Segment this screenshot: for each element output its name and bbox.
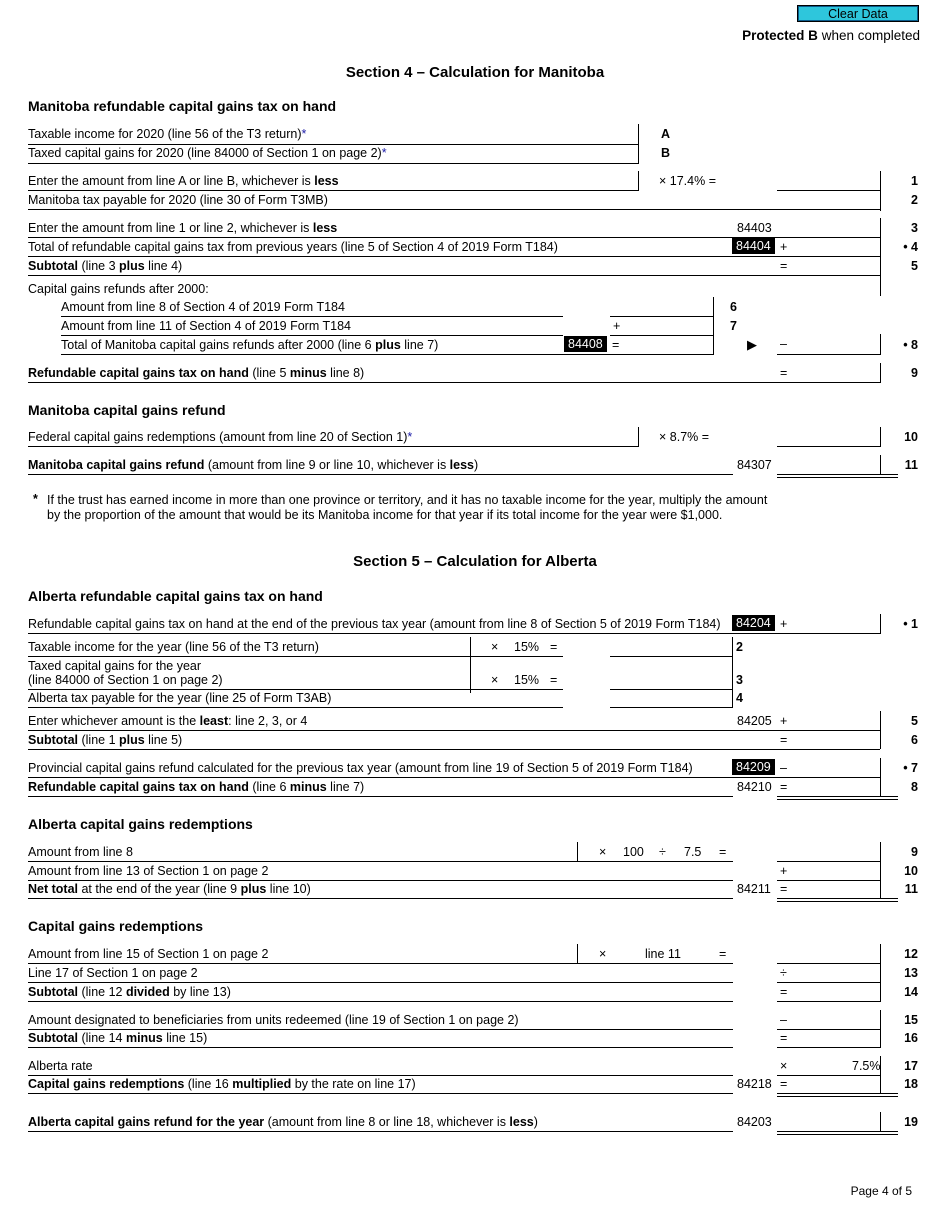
ab-line-5-label: Enter whichever amount is the least: line 2, 3, or 4 xyxy=(28,714,308,728)
ab-line-18-number: 18 xyxy=(904,1077,918,1091)
ab-line-17-label: Alberta rate xyxy=(28,1059,93,1073)
ab-line-17-number: 17 xyxy=(904,1059,918,1073)
section-4-title: Section 4 – Calculation for Manitoba xyxy=(345,64,605,81)
ab-line-11-number: 11 xyxy=(904,882,918,896)
ab-line-5-operator: + xyxy=(780,714,788,728)
line-11-number: 11 xyxy=(904,458,918,472)
capital-gains-refunds-title: Capital gains refunds after 2000: xyxy=(28,282,209,296)
ab-line-9-75: 7.5 xyxy=(684,845,702,859)
ab-line-17-operator: × xyxy=(780,1059,788,1073)
ab-line-11-label: Net total at the end of the year (line 9 plus line 10) xyxy=(28,882,311,896)
ab-line-6-field[interactable] xyxy=(28,749,880,750)
line-1-rate: × 17.4% = xyxy=(659,174,716,188)
line-8-subfield[interactable] xyxy=(61,354,713,355)
ab-line-8-label: Refundable capital gains tax on hand (line 6 minus line 7) xyxy=(28,780,365,794)
ab-line-1-field[interactable] xyxy=(28,633,880,634)
ab-line-16-label: Subtotal (line 14 minus line 15) xyxy=(28,1031,208,1045)
ab-line-9-divide: ÷ xyxy=(659,845,666,859)
line-6-number: 6 xyxy=(730,300,737,314)
line-3-code: 84403 xyxy=(737,221,772,235)
ab-line-7-operator: – xyxy=(780,761,787,775)
line-4-field[interactable] xyxy=(28,256,880,257)
ab-line-11-code: 84211 xyxy=(737,882,771,896)
ab-line-6-label: Subtotal (line 1 plus line 5) xyxy=(28,733,183,747)
line-2-number: 2 xyxy=(911,193,918,207)
line-5-operator: = xyxy=(780,259,788,273)
ab-line-19-number: 19 xyxy=(904,1115,918,1129)
line-7-label: Amount from line 11 of Section 4 of 2019 Form T184 xyxy=(61,319,351,333)
line-a: A xyxy=(661,127,671,141)
ab-line-2-rate: 15% xyxy=(514,640,540,654)
ab-line-12-times: × xyxy=(599,947,607,961)
line-10-number: 10 xyxy=(904,430,918,444)
line-6-field[interactable] xyxy=(610,316,713,317)
protected-b-label: Protected B when completed xyxy=(742,28,920,43)
footnote-line-1: If the trust has earned income in more than one province or territory, and it has no taxable income for the year, multiply the amount xyxy=(47,493,768,507)
line-9-field[interactable] xyxy=(28,382,880,383)
line-2-field[interactable] xyxy=(28,209,880,210)
ab-line-7-label: Provincial capital gains refund calculated for the previous tax year (amount from line 19 of Section 5 of 2019 Form T184) xyxy=(28,761,693,775)
ab-line-16-number: 16 xyxy=(904,1031,918,1045)
line-8-operator: – xyxy=(780,337,787,351)
ab-line-2-number: 2 xyxy=(736,640,743,654)
ab-line-3-equals: = xyxy=(550,673,558,687)
footnote-star: * xyxy=(33,492,38,506)
row-a-label: Taxable income for 2020 (line 56 of the T3 return)* xyxy=(28,127,307,141)
ab-line-14-label: Subtotal (line 12 divided by line 13) xyxy=(28,985,231,999)
ab-line-3-rate: 15% xyxy=(514,673,540,687)
line-9-number: 9 xyxy=(911,366,918,380)
ab-line-12-equals: = xyxy=(719,947,727,961)
line-4-label: Total of refundable capital gains tax from previous years (line 5 of Section 4 of 2019 Form T184) xyxy=(28,240,558,254)
ab-line-13-label: Line 17 of Section 1 on page 2 xyxy=(28,966,198,980)
ab-line-14-field[interactable] xyxy=(777,1001,881,1002)
ab-line-13-number: 13 xyxy=(904,966,918,980)
ab-line-4-label: Alberta tax payable for the year (line 25 of Form T3AB) xyxy=(28,691,332,705)
line-9-label: Refundable capital gains tax on hand (line 5 minus line 8) xyxy=(28,366,365,380)
ab-line-9-field[interactable] xyxy=(777,861,881,862)
ab-line-1-code: 84204 xyxy=(732,615,775,631)
ab-line-9-times: × xyxy=(599,845,607,859)
ab-line-2-label: Taxable income for the year (line 56 of the T3 return) xyxy=(28,640,319,654)
ab-line-5-field[interactable] xyxy=(28,730,880,731)
ab-line-9-number: 9 xyxy=(911,845,918,859)
ab-line-9-equals: = xyxy=(719,845,727,859)
line-3-number: 3 xyxy=(911,221,918,235)
line-11-field[interactable] xyxy=(777,474,898,475)
ab-line-7-number: • 7 xyxy=(903,761,918,775)
ab-line-11-operator: = xyxy=(780,882,788,896)
ab-line-12-number: 12 xyxy=(904,947,918,961)
ab-line-3-label-b: (line 84000 of Section 1 on page 2) xyxy=(28,673,223,687)
ab-line-15-label: Amount designated to beneficiaries from units redeemed (line 19 of Section 1 on page 2) xyxy=(28,1013,519,1027)
ab-line-19-code: 84203 xyxy=(737,1115,772,1129)
ab-line-13-operator: ÷ xyxy=(780,966,787,980)
line-8-equals: = xyxy=(612,338,620,352)
ab-line-6-number: 6 xyxy=(911,733,918,747)
ab-line-4-field[interactable] xyxy=(610,707,733,708)
ab-line-12-line11: line 11 xyxy=(645,947,681,961)
line-10-rate: × 8.7% = xyxy=(659,430,710,444)
ab-line-15-operator: – xyxy=(780,1013,787,1027)
line-2-label: Manitoba tax payable for 2020 (line 30 of Form T3MB) xyxy=(28,193,328,207)
ab-line-19-field[interactable] xyxy=(777,1131,898,1132)
line-1-label: Enter the amount from line A or line B, whichever is less xyxy=(28,174,339,188)
ab-line-5-number: 5 xyxy=(911,714,918,728)
line-5-label: Subtotal (line 3 plus line 4) xyxy=(28,259,183,273)
ab-line-11-field[interactable] xyxy=(777,898,898,899)
line-8-label: Total of Manitoba capital gains refunds after 2000 (line 6 plus line 7) xyxy=(61,338,439,352)
row-b-label: Taxed capital gains for 2020 (line 84000 of Section 1 on page 2)* xyxy=(28,146,387,160)
alberta-redemptions-heading: Alberta capital gains redemptions xyxy=(28,816,253,832)
line-7-number: 7 xyxy=(730,319,737,333)
ab-line-10-label: Amount from line 13 of Section 1 on page 2 xyxy=(28,864,269,878)
section-5-title: Section 5 – Calculation for Alberta xyxy=(353,553,597,570)
ab-line-18-label: Capital gains redemptions (line 16 multiplied by the rate on line 17) xyxy=(28,1077,416,1091)
ab-line-9-100: 100 xyxy=(623,845,644,859)
line-1-field[interactable] xyxy=(777,190,881,191)
line-b: B xyxy=(661,146,671,160)
line-10-field[interactable] xyxy=(777,446,881,447)
ab-line-5-code: 84205 xyxy=(737,714,772,728)
line-7-field[interactable] xyxy=(610,335,713,336)
ab-line-14-number: 14 xyxy=(904,985,918,999)
ab-line-2-field[interactable] xyxy=(610,656,733,657)
ab-line-16-operator: = xyxy=(780,1031,788,1045)
ab-line-15-number: 15 xyxy=(904,1013,918,1027)
line-8-code: 84408 xyxy=(564,336,607,352)
ab-line-12-label: Amount from line 15 of Section 1 on page 2 xyxy=(28,947,269,961)
clear-data-button[interactable]: Clear Data xyxy=(797,5,919,22)
ab-line-3-field[interactable] xyxy=(610,689,733,690)
line-4-operator: + xyxy=(780,240,788,254)
line-5-field[interactable] xyxy=(28,275,880,276)
ab-line-10-field[interactable] xyxy=(777,880,881,881)
arrow-icon: ▶ xyxy=(747,337,757,352)
ab-line-10-operator: + xyxy=(780,864,788,878)
ab-line-6-operator: = xyxy=(780,733,788,747)
line-10-label: Federal capital gains redemptions (amount from line 20 of Section 1)* xyxy=(28,430,413,444)
line-4-code: 84404 xyxy=(732,238,775,254)
ab-line-18-code: 84218 xyxy=(737,1077,772,1091)
line-5-number: 5 xyxy=(911,259,918,273)
line-11-label: Manitoba capital gains refund (amount from line 9 or line 10, whichever is less) xyxy=(28,458,479,472)
line-11-code: 84307 xyxy=(737,458,772,472)
ab-line-12-field[interactable] xyxy=(777,963,881,964)
ab-line-2-equals: = xyxy=(550,640,558,654)
ab-line-17-rate: 7.5% xyxy=(852,1059,881,1073)
ab-line-4-number: 4 xyxy=(736,691,743,705)
ab-line-13-field[interactable] xyxy=(777,982,881,983)
ab-line-14-operator: = xyxy=(780,985,788,999)
ab-line-1-label: Refundable capital gains tax on hand at the end of the previous tax year (amount from line 8 of Section 5 of 2019 Form T184) xyxy=(28,617,721,631)
ab-line-15-field[interactable] xyxy=(777,1029,881,1030)
line-3-label: Enter the amount from line 1 or line 2, whichever is less xyxy=(28,221,338,235)
ab-line-8-code: 84210 xyxy=(737,780,772,794)
line-8-number: • 8 xyxy=(903,338,918,352)
capital-gains-redemptions-heading: Capital gains redemptions xyxy=(28,918,204,934)
line-6-label: Amount from line 8 of Section 4 of 2019 Form T184 xyxy=(61,300,345,314)
ab-line-9-label: Amount from line 8 xyxy=(28,845,133,859)
line-1-number: 1 xyxy=(911,174,918,188)
footnote-line-2: by the proportion of the amount that would be its Manitoba income for that year if its total income for the year were $1,000. xyxy=(47,508,723,522)
ab-line-8-number: 8 xyxy=(911,780,918,794)
ab-line-1-number: • 1 xyxy=(903,617,918,631)
manitoba-tax-on-hand-heading: Manitoba refundable capital gains tax on hand xyxy=(28,98,337,114)
ab-line-3-number: 3 xyxy=(736,673,743,687)
ab-line-16-field[interactable] xyxy=(777,1047,881,1048)
ab-line-1-operator: + xyxy=(780,617,788,631)
line-4-number: • 4 xyxy=(903,240,918,254)
ab-line-3-label-a: Taxed capital gains for the year xyxy=(28,659,202,673)
ab-line-8-operator: = xyxy=(780,780,788,794)
ab-line-8-field[interactable] xyxy=(777,796,898,797)
manitoba-refund-heading: Manitoba capital gains refund xyxy=(28,402,226,418)
line-9-operator: = xyxy=(780,366,788,380)
ab-line-18-operator: = xyxy=(780,1077,788,1091)
ab-line-7-field[interactable] xyxy=(28,777,880,778)
ab-line-19-label: Alberta capital gains refund for the year (amount from line 8 or line 18, whichever is less) xyxy=(28,1115,538,1129)
ab-line-2-times: × xyxy=(491,640,499,654)
page-number: Page 4 of 5 xyxy=(850,1184,912,1198)
ab-line-10-number: 10 xyxy=(904,864,918,878)
ab-line-7-code: 84209 xyxy=(732,759,775,775)
line-7-operator: + xyxy=(613,319,621,333)
ab-line-3-times: × xyxy=(491,673,499,687)
alberta-tax-on-hand-heading: Alberta refundable capital gains tax on hand xyxy=(28,588,323,604)
ab-line-18-field[interactable] xyxy=(777,1093,898,1094)
line-8-field[interactable] xyxy=(777,354,881,355)
